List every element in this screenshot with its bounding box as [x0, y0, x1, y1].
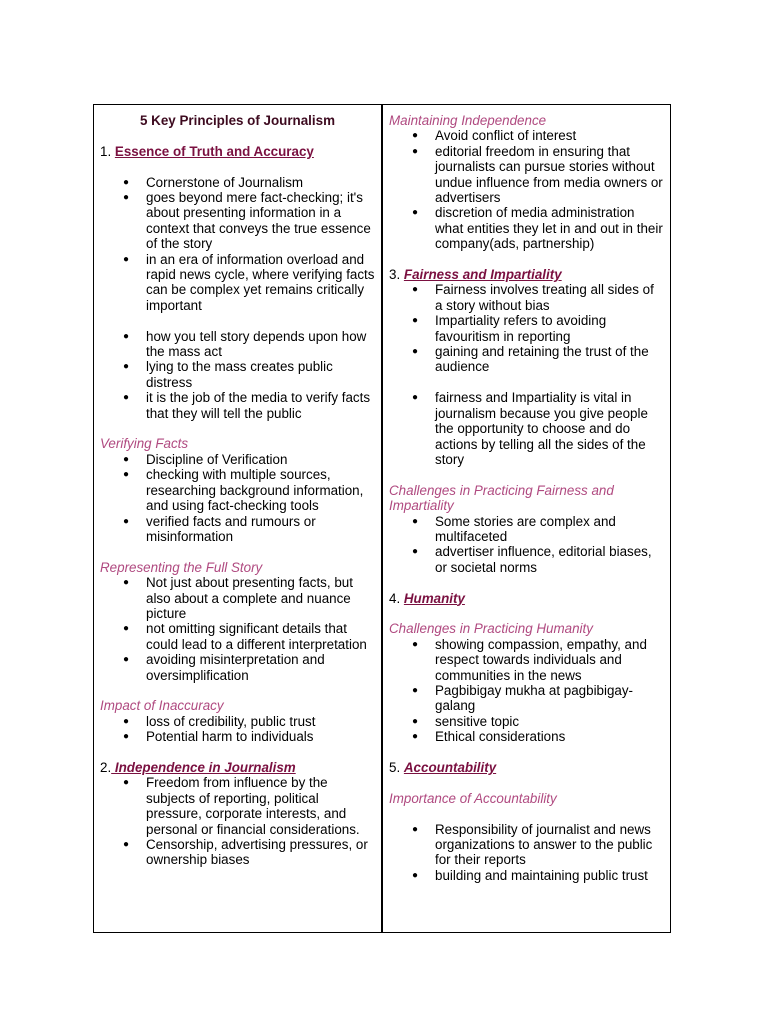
list-item: ● not omitting significant details that could lead to a different interpretation: [146, 621, 375, 652]
subsection-heading: Importance of Accountability: [389, 790, 557, 806]
list-item: ● Some stories are complex and multifaceted: [435, 514, 664, 545]
section-number: 5.: [389, 759, 404, 775]
bullet-list: [100, 452, 375, 544]
bullet-list: [389, 128, 664, 251]
list-item: ● Avoid conflict of interest: [435, 128, 664, 143]
list-item: ● lying to the mass creates public distress: [146, 359, 375, 390]
subsection-heading: Maintaining Independence: [389, 113, 547, 128]
list-item: ● goes beyond mere fact-checking; it's about presenting information in a context that conveys the true essence of the story: [146, 190, 375, 252]
section-1-heading: [100, 144, 375, 159]
list-item: ● Not just about presenting facts, but also about a complete and nuance picture: [146, 575, 375, 621]
bullet-list: [389, 390, 664, 467]
list-item: ● loss of credibility, public trust: [146, 714, 375, 729]
list-item: ● Discipline of Verification: [146, 452, 375, 467]
section-title: Fairness and Impartiality: [403, 267, 562, 283]
bullet-list: [389, 637, 664, 745]
list-item: ● fairness and Impartiality is vital in journalism because you give people the opportunity to choose and do actions by telling all the sides of the story: [435, 390, 664, 467]
list-item: ● sensitive topic: [435, 714, 664, 729]
bullet-list: [100, 329, 375, 421]
section-number: 3.: [389, 267, 404, 283]
bullet-list: [389, 822, 664, 884]
subsection-heading: Verifying Facts: [100, 436, 189, 452]
principles-table: [93, 104, 671, 933]
section-number: 4.: [389, 590, 404, 606]
section-title: Accountability: [403, 759, 497, 775]
list-item: ● Freedom from influence by the subjects of reporting, political pressure, corporate interests, and personal or financial considerations.: [146, 775, 375, 837]
bullet-list: [100, 575, 375, 683]
list-item: ● avoiding misinterpretation and oversimplification: [146, 652, 375, 683]
bullet-list: [100, 775, 375, 867]
list-item: ● checking with multiple sources, researching background information, and using fact-checking tools: [146, 467, 375, 513]
list-item: ● in an era of information overload and rapid news cycle, where verifying facts can be complex yet remains critically important: [146, 252, 375, 314]
bullet-list: [389, 514, 664, 576]
list-item: ● gaining and retaining the trust of the audience: [435, 344, 664, 375]
section-4-heading: [389, 591, 664, 606]
list-item: ● building and maintaining public trust: [435, 868, 664, 883]
section-title: Humanity: [403, 590, 465, 606]
list-item: ● it is the job of the media to verify facts that they will tell the public: [146, 390, 375, 421]
subsection-heading: Challenges in Practicing Fairness and Impartiality: [389, 482, 614, 514]
section-number: 2.: [100, 759, 112, 775]
list-item: ● editorial freedom in ensuring that journalists can pursue stories without undue influence from media owners or advertisers: [435, 144, 664, 206]
section-number: 1.: [100, 143, 115, 159]
bullet-list: [389, 282, 664, 374]
list-item: ● Censorship, advertising pressures, or ownership biases: [146, 837, 375, 868]
list-item: ● Impartiality refers to avoiding favouritism in reporting: [435, 313, 664, 344]
section-5-heading: [389, 760, 664, 775]
list-item: ● discretion of media administration what entities they let in and out in their company(ads, partnership): [435, 205, 664, 251]
section-title: Independence in Journalism: [111, 759, 296, 775]
subsection-heading: Impact of Inaccuracy: [100, 698, 224, 714]
subsection-heading: Representing the Full Story: [100, 559, 263, 575]
section-2-heading: [100, 760, 375, 775]
right-column: [383, 105, 670, 932]
list-item: ● showing compassion, empathy, and respect towards individuals and communities in the news: [435, 637, 664, 683]
document-title: 5 Key Principles of Journalism: [140, 113, 335, 128]
list-item: ● Responsibility of journalist and news organizations to answer to the public for their reports: [435, 822, 664, 868]
list-item: ● verified facts and rumours or misinformation: [146, 514, 375, 545]
list-item: ● advertiser influence, editorial biases, or societal norms: [435, 544, 664, 575]
list-item: ● how you tell story depends upon how the mass act: [146, 329, 375, 360]
section-3-heading: [389, 267, 664, 282]
bullet-list: [100, 714, 375, 745]
subsection-heading: Challenges in Practicing Humanity: [389, 621, 593, 637]
bullet-list: [100, 175, 375, 314]
left-column: [94, 105, 383, 932]
list-item: ● Ethical considerations: [435, 729, 664, 744]
list-item: ● Cornerstone of Journalism: [146, 175, 375, 190]
list-item: ● Fairness involves treating all sides of a story without bias: [435, 282, 664, 313]
list-item: ● Pagbibigay mukha at pagbibigay-galang: [435, 683, 664, 714]
section-title: Essence of Truth and Accuracy: [114, 143, 314, 159]
list-item: ● Potential harm to individuals: [146, 729, 375, 744]
